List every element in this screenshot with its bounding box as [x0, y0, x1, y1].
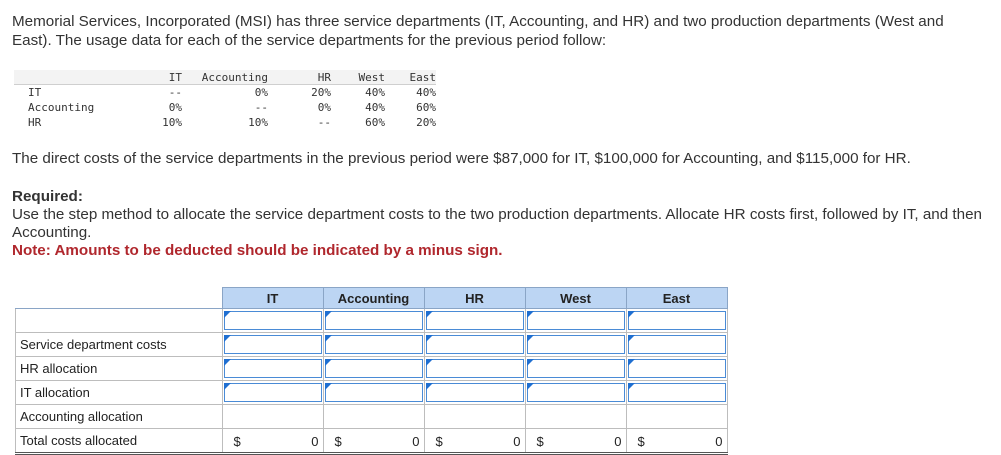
usage-col-accounting: Accounting [182, 70, 268, 85]
row-service-department-costs [16, 333, 728, 357]
usage-cell: 10% [248, 116, 268, 129]
flag-marker-icon [224, 311, 231, 318]
usage-col-east: East [385, 70, 436, 85]
cell-it-alloc-west [525, 357, 626, 381]
currency-symbol: $ [435, 434, 443, 449]
usage-cell: 40% [365, 86, 385, 99]
required-note: Note: Amounts to be deducted should be indicated by a minus sign. [12, 242, 503, 259]
total-west [525, 429, 626, 454]
input-it-alloc-west[interactable] [527, 359, 625, 378]
flag-marker-icon [628, 311, 635, 318]
flag-marker-icon [224, 359, 231, 366]
row-total-costs-allocated [16, 429, 728, 454]
flag-marker-icon [224, 335, 231, 342]
cell-acct-alloc-accounting [323, 381, 424, 405]
cell-service-west [525, 309, 626, 333]
input-hr-alloc-east[interactable] [628, 335, 726, 354]
col-header-west: West [525, 288, 626, 309]
input-acct-alloc-it[interactable] [224, 383, 322, 402]
cell-blank [626, 405, 727, 429]
input-hr-alloc-accounting[interactable] [325, 335, 423, 354]
allocation-corner [16, 288, 223, 309]
currency-symbol: $ [536, 434, 544, 449]
direct-costs-text: The direct costs of the service departments in the previous period were $87,000 for IT, $100,000 for Accounting, and $115,000 for HR. [12, 150, 911, 167]
usage-cell: 20% [416, 116, 436, 129]
flag-marker-icon [426, 311, 433, 318]
total-accounting [323, 429, 424, 454]
cell-service-it [222, 309, 323, 333]
usage-data-table [14, 70, 436, 130]
usage-cell: 0% [168, 101, 182, 114]
allocation-table [15, 287, 728, 455]
flag-marker-icon [325, 359, 332, 366]
usage-corner [14, 70, 132, 85]
flag-marker-icon [527, 311, 534, 318]
usage-row-label: IT [28, 86, 42, 99]
intro-text: Memorial Services, Incorporated (MSI) has three service departments (IT, Accounting, and HR) and two production departments (West and East). The usage data for each of the service departments for the previous period follow: [12, 13, 944, 49]
spacer-row [16, 309, 728, 333]
usage-cell: 60% [416, 101, 436, 114]
usage-col-hr: HR [268, 70, 331, 85]
row-label-it-allocation: IT allocation [16, 381, 223, 405]
usage-col-it: IT [132, 70, 182, 85]
input-service-accounting[interactable] [325, 311, 423, 330]
cell-service-east [626, 309, 727, 333]
usage-cell: 20% [311, 86, 331, 99]
flag-marker-icon [325, 335, 332, 342]
usage-row-hr [14, 115, 436, 130]
row-accounting-allocation [16, 405, 728, 429]
usage-col-west: West [331, 70, 385, 85]
cell-hr-alloc-east [626, 333, 727, 357]
input-service-west[interactable] [527, 311, 625, 330]
input-acct-alloc-east[interactable] [628, 383, 726, 402]
cell-hr-alloc-it [222, 333, 323, 357]
currency-symbol: $ [334, 434, 342, 449]
usage-row-it [14, 85, 436, 101]
input-hr-alloc-hr[interactable] [426, 335, 524, 354]
cell-it-alloc-it [222, 357, 323, 381]
cell-blank [424, 405, 525, 429]
row-it-allocation [16, 381, 728, 405]
total-value: 0 [715, 434, 723, 449]
cell-service-accounting [323, 309, 424, 333]
cell-acct-alloc-east [626, 381, 727, 405]
input-it-alloc-accounting[interactable] [325, 359, 423, 378]
cell-acct-alloc-west [525, 381, 626, 405]
input-acct-alloc-accounting[interactable] [325, 383, 423, 402]
flag-marker-icon [628, 359, 635, 366]
row-label-accounting-allocation: Accounting allocation [16, 405, 223, 429]
usage-header-row [14, 70, 436, 85]
row-label-service-department-costs: Service department costs [16, 333, 223, 357]
flag-marker-icon [426, 359, 433, 366]
required-text: Use the step method to allocate the service department costs to the two production departments. Allocate HR costs first, followed by IT, and then Accounting. [12, 206, 982, 241]
usage-cell: 10% [162, 116, 182, 129]
cell-hr-alloc-hr [424, 333, 525, 357]
flag-marker-icon [325, 311, 332, 318]
flag-marker-icon [224, 383, 231, 390]
input-it-alloc-hr[interactable] [426, 359, 524, 378]
cell-blank [222, 405, 323, 429]
flag-marker-icon [527, 359, 534, 366]
col-header-accounting: Accounting [323, 288, 424, 309]
total-value: 0 [311, 434, 319, 449]
input-service-east[interactable] [628, 311, 726, 330]
allocation-header-row [16, 288, 728, 309]
flag-marker-icon [325, 383, 332, 390]
input-acct-alloc-west[interactable] [527, 383, 625, 402]
flag-marker-icon [527, 383, 534, 390]
col-header-hr: HR [424, 288, 525, 309]
required-heading: Required: [12, 188, 83, 205]
cell-service-hr [424, 309, 525, 333]
cell-acct-alloc-hr [424, 381, 525, 405]
currency-symbol: $ [637, 434, 645, 449]
col-header-east: East [626, 288, 727, 309]
flag-marker-icon [628, 383, 635, 390]
usage-cell: -- [317, 116, 331, 129]
row-label-total-costs-allocated: Total costs allocated [16, 429, 223, 454]
cell-it-alloc-accounting [323, 357, 424, 381]
usage-cell: 0% [254, 86, 268, 99]
input-hr-alloc-it[interactable] [224, 335, 322, 354]
flag-marker-icon [527, 335, 534, 342]
flag-marker-icon [628, 335, 635, 342]
total-value: 0 [513, 434, 521, 449]
usage-row-label: HR [28, 116, 42, 129]
currency-symbol: $ [233, 434, 241, 449]
total-value: 0 [412, 434, 420, 449]
spacer-cell [16, 309, 223, 333]
cell-blank [525, 405, 626, 429]
usage-cell: 60% [365, 116, 385, 129]
total-east [626, 429, 727, 454]
flag-marker-icon [426, 383, 433, 390]
input-acct-alloc-hr[interactable] [426, 383, 524, 402]
col-header-it: IT [222, 288, 323, 309]
cell-hr-alloc-accounting [323, 333, 424, 357]
total-it [222, 429, 323, 454]
cell-it-alloc-hr [424, 357, 525, 381]
row-label-hr-allocation: HR allocation [16, 357, 223, 381]
input-service-it[interactable] [224, 311, 322, 330]
usage-cell: -- [254, 101, 268, 114]
total-hr [424, 429, 525, 454]
usage-cell: 40% [416, 86, 436, 99]
flag-marker-icon [426, 335, 433, 342]
usage-row-accounting [14, 100, 436, 115]
cell-acct-alloc-it [222, 381, 323, 405]
row-hr-allocation [16, 357, 728, 381]
cell-it-alloc-east [626, 357, 727, 381]
usage-cell: 0% [317, 101, 331, 114]
usage-cell: -- [168, 86, 182, 99]
input-it-alloc-east[interactable] [628, 359, 726, 378]
cell-blank [323, 405, 424, 429]
input-hr-alloc-west[interactable] [527, 335, 625, 354]
usage-cell: 40% [365, 101, 385, 114]
input-service-hr[interactable] [426, 311, 524, 330]
input-it-alloc-it[interactable] [224, 359, 322, 378]
usage-row-label: Accounting [28, 101, 95, 114]
total-value: 0 [614, 434, 622, 449]
cell-hr-alloc-west [525, 333, 626, 357]
